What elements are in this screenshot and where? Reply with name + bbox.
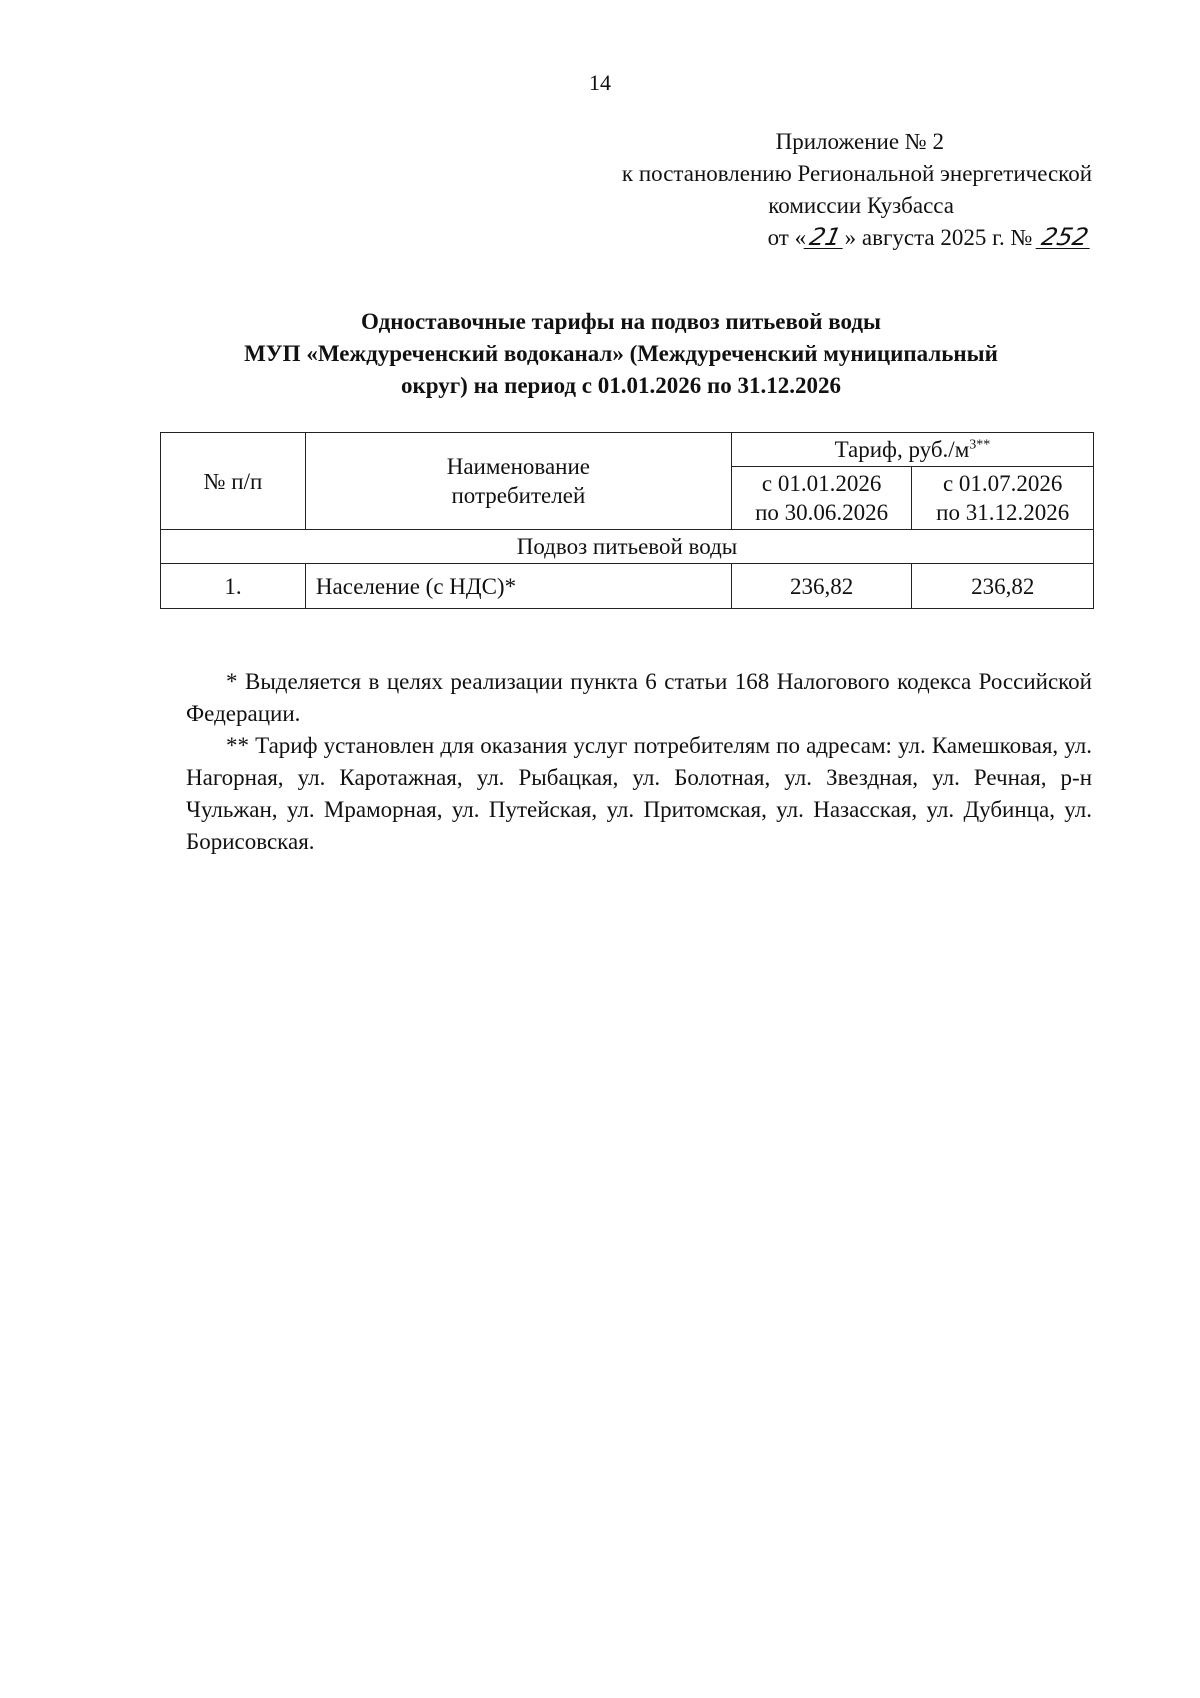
page-number: 14: [589, 70, 611, 95]
period1-line2: по 30.06.2026: [755, 500, 889, 525]
footnotes: [186, 666, 1092, 858]
appendix-date-line: [622, 222, 1092, 254]
period2-line2: по 31.12.2026: [936, 500, 1070, 525]
table-row: [161, 564, 1094, 609]
section-label: Подвоз питьевой воды: [161, 530, 1094, 564]
header-period-2: [912, 467, 1094, 530]
row-num: 1.: [161, 564, 306, 609]
row-value-period-1: 236,82: [731, 564, 912, 609]
appendix-header: [622, 126, 1092, 254]
header-name: [305, 433, 731, 530]
title-line-3: округ) на период с 01.01.2026 по 31.12.2026: [400, 373, 842, 398]
appendix-title: Приложение № 2: [775, 129, 944, 154]
title-line-2: МУП «Междуреченский водоканал» (Междуреченский муниципальный: [244, 341, 998, 366]
appendix-commission: комиссии Кузбасса: [768, 193, 954, 218]
title-line-1: Одноставочные тарифы на подвоз питьевой воды: [361, 309, 881, 334]
header-num: № п/п: [161, 433, 306, 530]
footnote-2: ** Тариф установлен для оказания услуг потребителям по адресам: ул. Камешковая, ул. Нагорная, ул. Каротажная, ул. Рыбацкая, ул. Болотная, ул. Звездная, ул. Речная, р-н Чульжан, ул. Мраморная, ул. Путейская, ул. Притомская, ул. Назасская, ул. Дубинца, ул. Борисовская.: [186, 733, 1092, 854]
handwritten-day: 21: [804, 226, 847, 249]
table-section-row: [161, 530, 1094, 564]
row-value-period-2: 236,82: [912, 564, 1094, 609]
tariff-table: [160, 432, 1094, 609]
handwritten-number: 252: [1036, 226, 1095, 249]
date-prefix: от «: [767, 225, 807, 250]
appendix-reference: к постановлению Региональной энергетической: [621, 161, 1092, 186]
header-tariff: [731, 433, 1093, 467]
date-middle: » августа 2025 г. №: [844, 225, 1033, 250]
row-name: Население (с НДС)*: [305, 564, 731, 609]
period2-line1: с 01.07.2026: [942, 471, 1063, 496]
header-period-1: [731, 467, 912, 530]
table-header-row: [161, 433, 1094, 467]
header-name-line2: потребителей: [451, 483, 586, 508]
period1-line1: с 01.01.2026: [761, 471, 882, 496]
header-tariff-label: Тариф, руб./м: [834, 437, 970, 462]
document-title: [150, 306, 1092, 402]
header-name-line1: Наименование: [446, 454, 590, 479]
footnote-1: * Выделяется в целях реализации пункта 6 статьи 168 Налогового кодекса Российской Федерации.: [186, 669, 1092, 726]
header-tariff-sup: 3**: [969, 437, 991, 453]
